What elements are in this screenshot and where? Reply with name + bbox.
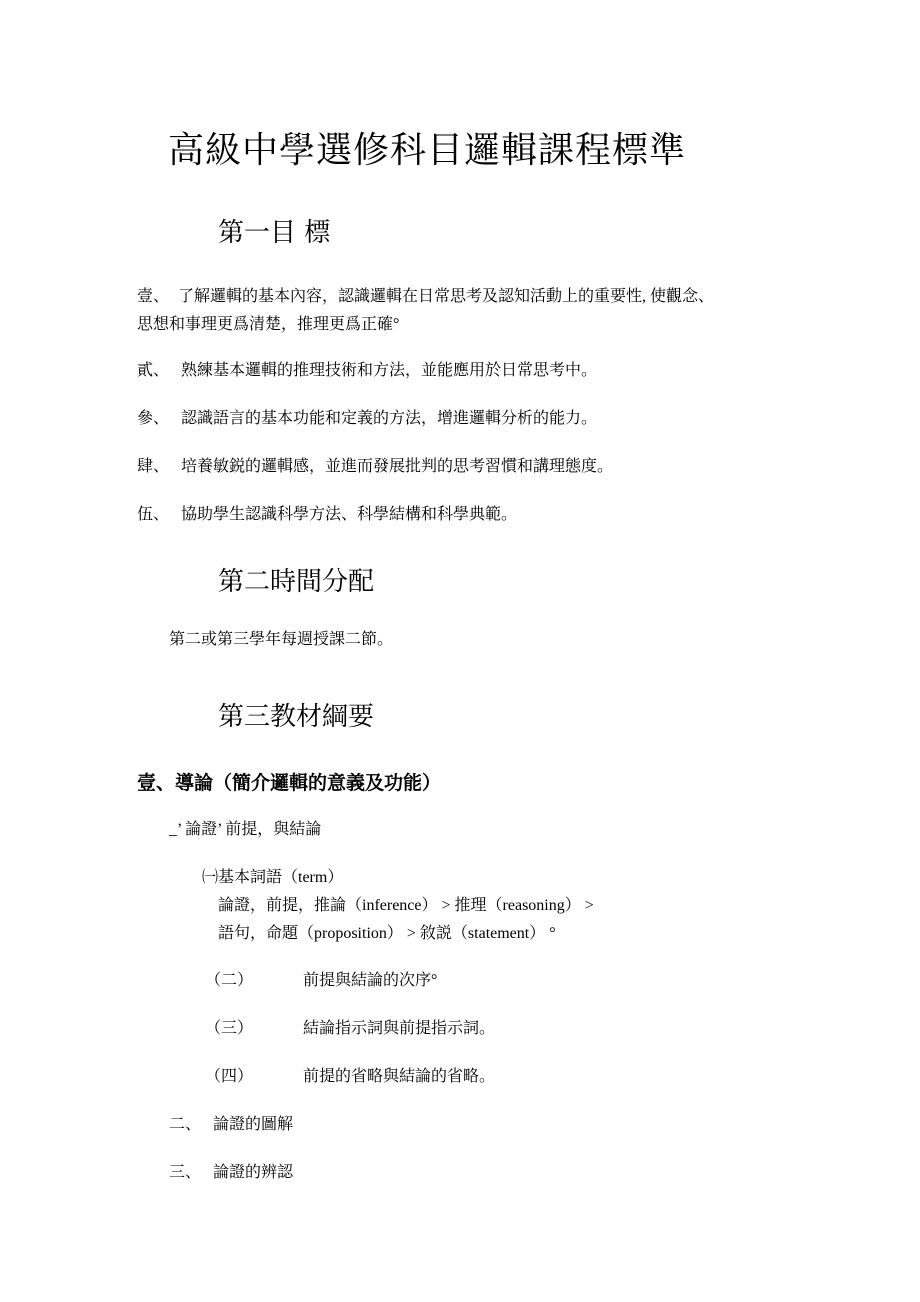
subitem-text-3: 結論指示詞與前提指示詞。 [303,1020,496,1037]
goal-number-1: 壹、 [137,288,170,305]
subitem-number-4: （四） [205,1068,254,1085]
goal-text-5: 協助學生認識科學方法、科學結構和科學典範。 [181,506,518,523]
term-line-2: 語句，命題（proposition） > 敘説（statement） ° [218,925,556,942]
outline-part-3-number: 三、 [169,1164,202,1181]
goal-text-1-continued: 思想和事理更爲清楚，推理更爲正確° [137,316,400,333]
section-heading-time: 第二時間分配 [218,567,375,597]
goal-text-1: 了解邏輯的基本內容，認識邏輯在日常思考及認知活動上的重要性, 使觀念、 [178,288,715,305]
term-line-1: 論證，前提，推論（inference） > 推理（reasoning） > [218,897,594,914]
goal-number-4: 肆、 [137,458,170,475]
subitem-text-4: 前提的省略與結論的省略。 [303,1068,496,1085]
outline-part-2-number: 二、 [169,1116,202,1133]
section-heading-outline: 第三教材綱要 [218,702,375,732]
outline-sub-heading: 壹、導論（簡介邏輯的意義及功能） [137,772,442,794]
outline-part-1: _’ 論證’ 前提，與結論 [169,821,322,838]
subitem-number-2: （二） [205,972,254,989]
time-allocation-text: 第二或第三學年每週授課二節。 [169,631,394,648]
outline-part-3-text: 論證的辨認 [213,1164,294,1181]
section-heading-goals: 第一目 標 [218,218,331,248]
goal-text-4: 培養敏鋭的邏輯感，並進而發展批判的思考習慣和講理態度。 [181,458,614,475]
goal-text-2: 熟練基本邏輯的推理技術和方法，並能應用於日常思考中。 [181,362,598,379]
outline-part-2-text: 論證的圖解 [213,1116,294,1133]
goal-number-2: 貳、 [137,362,170,379]
term-heading: ㈠基本詞語（term） [202,869,344,886]
subitem-number-3: （三） [205,1020,254,1037]
goal-text-3: 認識語言的基本功能和定義的方法，增進邏輯分析的能力。 [181,410,598,427]
goal-number-5: 伍、 [137,506,170,523]
subitem-text-2: 前提與結論的次序° [303,972,438,989]
document-title: 高級中學選修科目邏輯課程標準 [168,130,687,171]
goal-number-3: 參、 [137,410,170,427]
